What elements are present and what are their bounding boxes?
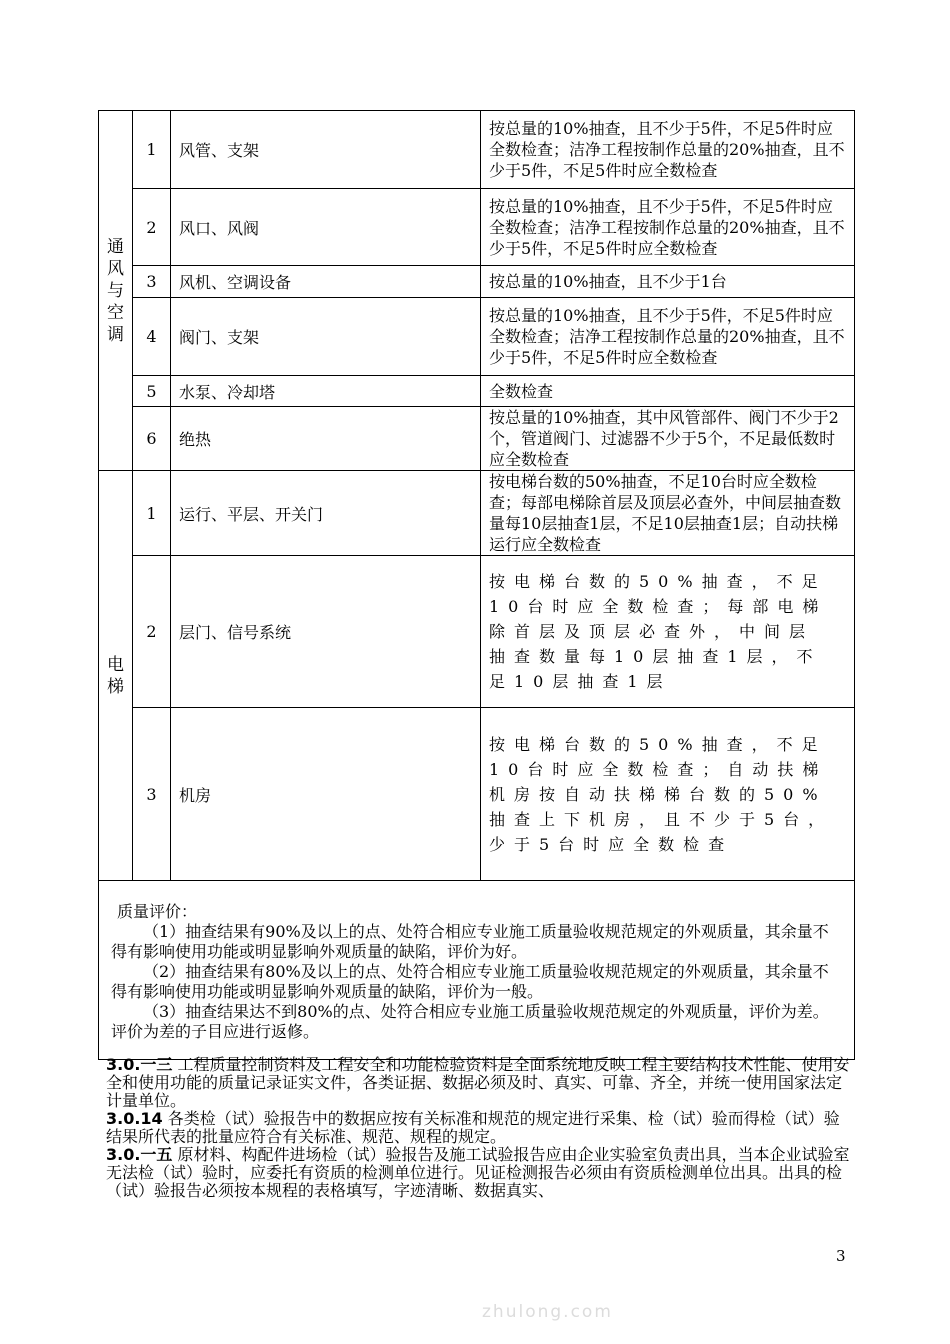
row-number: 3: [133, 266, 171, 298]
requirement: 按总量的10%抽查，且不少于5件，不足5件时应全数检查；洁净工程按制作总量的20%抽查，且不少于5件，不足5件时应全数检查: [481, 298, 855, 376]
requirement: 全数检查: [481, 376, 855, 407]
clause: [106, 1146, 850, 1200]
requirement: 按总量的10%抽查，且不少于5件，不足5件时应全数检查；洁净工程按制作总量的20%抽查，且不少于5件，不足5件时应全数检查: [481, 189, 855, 266]
clause-text: 工程质量控制资料及工程安全和功能检验资料是全面系统地反映工程主要结构技术性能、使用安全和使用功能的质量记录证实文件，各类证据、数据必须及时、真实、可靠、齐全，并统一使用国家法定计量单位。: [106, 1055, 850, 1110]
requirement: 按电梯台数的50%抽查，不足10台时应全数检查；每部电梯除首层及顶层必查外，中间层抽查数量每10层抽查1层，不足10层抽查1层；自动扶梯运行应全数检查: [481, 471, 855, 556]
item-name: 绝热: [171, 407, 481, 471]
requirement: 按总量的10%抽查，其中风管部件、阀门不少于2个，管道阀门、过滤器不少于5个，不足最低数时应全数检查: [481, 407, 855, 471]
item-name: 层门、信号系统: [171, 556, 481, 708]
table-row: [99, 471, 855, 556]
requirement: 按总量的10%抽查，且不少于1台: [481, 266, 855, 298]
table-row: [99, 556, 855, 708]
row-number: 6: [133, 407, 171, 471]
quality-paragraph: （2）抽查结果有80%及以上的点、处符合相应专业施工质量验收规范规定的外观质量，其余量不得有影响使用功能或明显影响外观质量的缺陷，评价为一般。: [111, 962, 829, 1001]
table-row: [99, 266, 855, 298]
row-number: 2: [133, 189, 171, 266]
requirement: 按总量的10%抽查，且不少于5件，不足5件时应全数检查；洁净工程按制作总量的20%抽查，且不少于5件，不足5件时应全数检查: [481, 111, 855, 189]
clause-text: 原材料、构配件进场检（试）验报告及施工试验报告应由企业实验室负责出具，当本企业试验室无法检（试）验时，应委托有资质的检测单位进行。见证检测报告必须由有资质检测单位出具。出具的检（试）验报告必须按本规程的表格填写，字迹清晰、数据真实、: [106, 1145, 850, 1200]
item-name: 机房: [171, 708, 481, 881]
quality-evaluation: [99, 881, 855, 1060]
row-number: 1: [133, 471, 171, 556]
item-name: 水泵、冷却塔: [171, 376, 481, 407]
item-name: 风口、风阀: [171, 189, 481, 266]
table-row: [99, 708, 855, 881]
row-number: 4: [133, 298, 171, 376]
category-elevator: 电 梯: [99, 471, 133, 881]
item-name: 风机、空调设备: [171, 266, 481, 298]
clause-label: 3.0.14: [106, 1109, 163, 1128]
clause: [106, 1056, 850, 1110]
item-name: 运行、平层、开关门: [171, 471, 481, 556]
table-row: [99, 111, 855, 189]
row-number: 1: [133, 111, 171, 189]
clauses: [106, 1056, 850, 1200]
page-number: 3: [836, 1247, 846, 1265]
table-row: [99, 189, 855, 266]
table-row: [99, 407, 855, 471]
row-number: 3: [133, 708, 171, 881]
table-row: [99, 376, 855, 407]
quality-title: 质量评价：: [117, 902, 198, 921]
item-name: 风管、支架: [171, 111, 481, 189]
item-name: 阀门、支架: [171, 298, 481, 376]
row-number: 2: [133, 556, 171, 708]
quality-row: [99, 881, 855, 1060]
clause: [106, 1110, 850, 1146]
quality-paragraph: （3）抽查结果达不到80%的点、处符合相应专业施工质量验收规范规定的外观质量，评价为差。评价为差的子目应进行返修。: [111, 1002, 829, 1041]
row-number: 5: [133, 376, 171, 407]
table-row: [99, 298, 855, 376]
requirement: 按电梯台数的50%抽查，不足10台时应全数检查；自动扶梯机房按自动扶梯梯台数的50%抽查上下机房，且不少于5台，少于5台时应全数检查: [481, 708, 855, 881]
category-ventilation: 通 风 与 空 调: [99, 111, 133, 471]
watermark: zhulong.com: [482, 1302, 613, 1322]
quality-paragraph: （1）抽查结果有90%及以上的点、处符合相应专业施工质量验收规范规定的外观质量，其余量不得有影响使用功能或明显影响外观质量的缺陷，评价为好。: [111, 922, 829, 961]
clause-label: 3.0.一五: [106, 1145, 173, 1164]
inspection-table: [98, 110, 855, 1060]
clause-text: 各类检（试）验报告中的数据应按有关标准和规范的规定进行采集、检（试）验而得检（试）验结果所代表的批量应符合有关标准、规范、规程的规定。: [106, 1109, 840, 1146]
requirement: 按电梯台数的50%抽查，不足10台时应全数检查；每部电梯除首层及顶层必查外，中间层抽查数量每10层抽查1层，不足10层抽查1层: [481, 556, 855, 708]
clause-label: 3.0.一三: [106, 1055, 173, 1074]
